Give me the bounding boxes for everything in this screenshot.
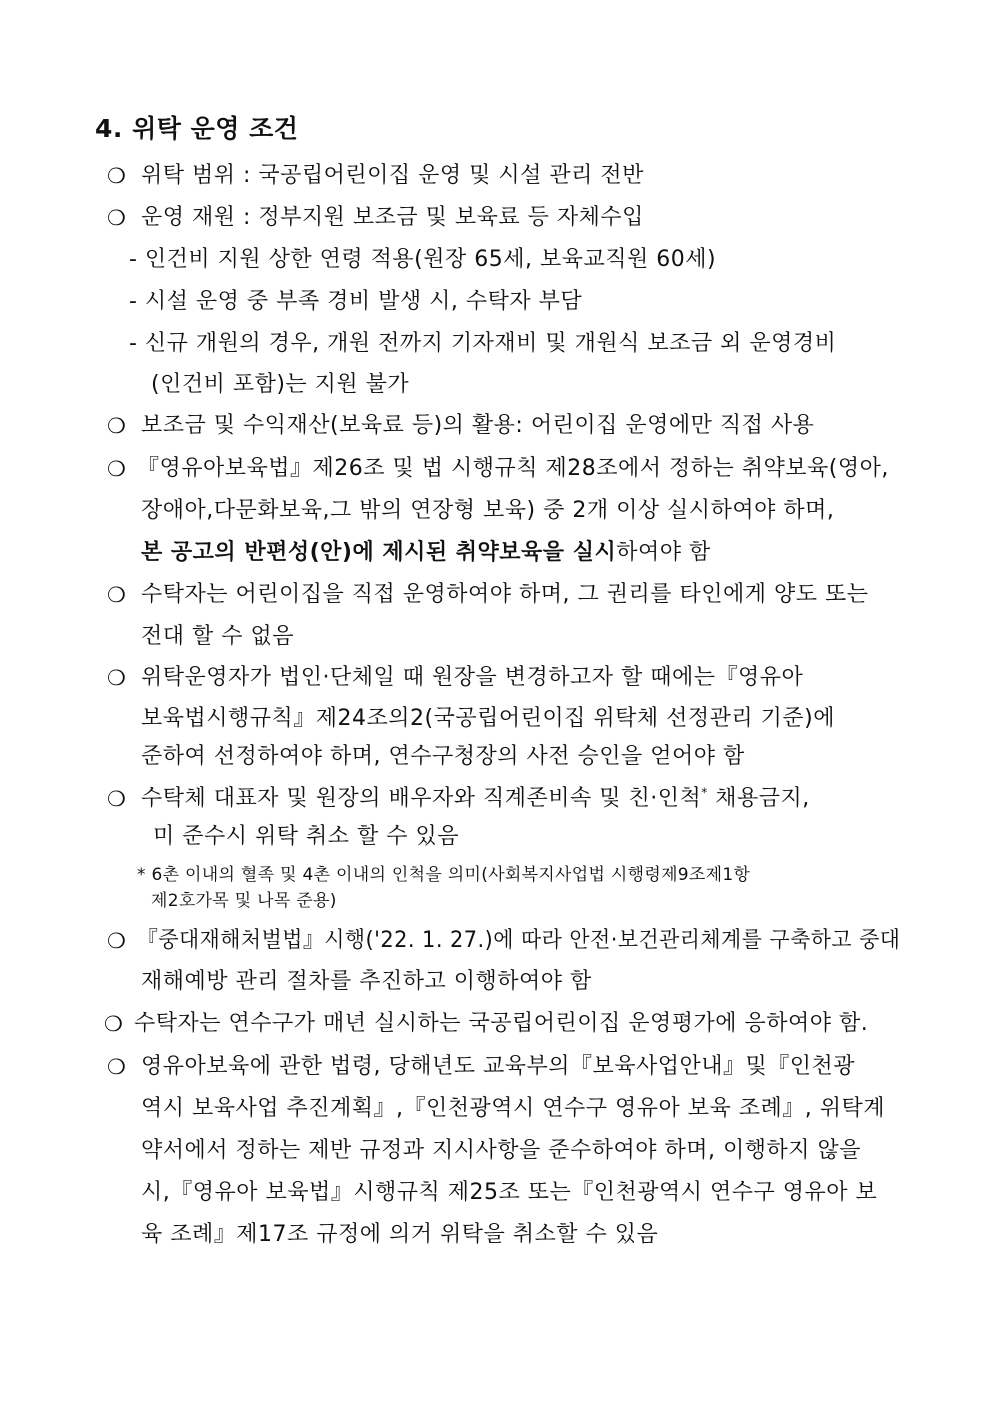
section-title: 4. 위탁 운영 조건: [95, 114, 299, 143]
footnote-marker: *: [701, 785, 708, 800]
sub-item-line: - 신규 개원의 경우, 개원 전까지 기자재비 및 개원식 보조금 외 운영경비: [129, 331, 837, 356]
footnote-line: * 6촌 이내의 혈족 및 4촌 이내의 인척을 의미(사회복지사업법 시행령제9조제1항: [137, 865, 751, 885]
body-line: 보조금 및 수익재산(보육료 등)의 활용: 어린이집 운영에만 직접 사용: [141, 413, 815, 438]
body-line-emphasis: [141, 538, 711, 568]
bullet-icon: ❍: [107, 457, 126, 481]
bullet-icon: ❍: [107, 666, 126, 690]
footnote-line: 제2호가목 및 나목 준용): [151, 891, 337, 911]
body-line: 위탁 범위 : 국공립어린이집 운영 및 시설 관리 전반: [141, 163, 644, 188]
body-text: 수탁체 대표자 및 원장의 배우자와 직계존비속 및 친·인척: [141, 786, 702, 811]
body-line: 수탁자는 어린이집을 직접 운영하여야 하며, 그 권리를 타인에게 양도 또는: [141, 582, 869, 607]
body-line: 영유아보육에 관한 법령, 당해년도 교육부의『보육사업안내』및『인천광: [141, 1054, 856, 1079]
body-line: 운영 재원 : 정부지원 보조금 및 보육료 등 자체수입: [141, 205, 644, 230]
body-line: 재해예방 관리 절차를 추진하고 이행하여야 함: [141, 969, 592, 994]
bullet-icon: ❍: [107, 164, 126, 188]
body-line: 『영유아보육법』제26조 및 법 시행규칙 제28조에서 정하는 취약보육(영아,: [137, 456, 889, 481]
body-line: 전대 할 수 없음: [141, 624, 294, 649]
bullet-icon: ❍: [107, 583, 126, 607]
body-line: 보육법시행규칙』제24조의2(국공립어린이집 위탁체 선정관리 기준)에: [141, 706, 835, 731]
bullet-icon: ❍: [107, 1055, 126, 1079]
body-line: 준하여 선정하여야 하며, 연수구청장의 사전 승인을 얻어야 함: [141, 744, 745, 769]
body-line: 육 조례』제17조 규정에 의거 위탁을 취소할 수 있음: [141, 1222, 659, 1247]
body-line: 약서에서 정하는 제반 규정과 지시사항을 준수하여야 하며, 이행하지 않을: [141, 1138, 862, 1163]
sub-item-line: - 시설 운영 중 부족 경비 발생 시, 수탁자 부담: [129, 289, 583, 314]
body-line: 장애아,다문화보육,그 밖의 연장형 보육) 중 2개 이상 실시하여야 하며,: [141, 498, 835, 523]
body-line: 수탁자는 연수구가 매년 실시하는 국공립어린이집 운영평가에 응하여야 함.: [134, 1011, 869, 1036]
body-line: [141, 784, 810, 814]
sub-item-line: (인건비 포함)는 지원 불가: [151, 372, 410, 397]
bullet-icon: ❍: [107, 787, 126, 811]
emphasis-text: 본 공고의 반편성(안)에 제시된 취약보육을 실시: [141, 540, 617, 565]
body-line: 미 준수시 위탁 취소 할 수 있음: [153, 824, 459, 849]
body-text: 하여야 함: [616, 540, 711, 565]
body-text: 채용금지,: [707, 786, 810, 811]
sub-item-line: - 인건비 지원 상한 연령 적용(원장 65세, 보육교직원 60세): [129, 247, 717, 272]
bullet-icon: ❍: [107, 929, 126, 953]
bullet-icon: ❍: [104, 1012, 123, 1036]
body-line: 위탁운영자가 법인·단체일 때 원장을 변경하고자 할 때에는『영유아: [141, 665, 804, 690]
body-line: 역시 보육사업 추진계획』,『인천광역시 연수구 영유아 보육 조례』, 위탁계: [141, 1096, 885, 1121]
bullet-icon: ❍: [107, 414, 126, 438]
body-line: 『중대재해처벌법』시행('22. 1. 27.)에 따라 안전·보건관리체계를 구축하고 중대: [137, 928, 901, 953]
bullet-icon: ❍: [107, 206, 126, 230]
body-line: 시,『영유아 보육법』시행규칙 제25조 또는『인천광역시 연수구 영유아 보: [141, 1180, 878, 1205]
